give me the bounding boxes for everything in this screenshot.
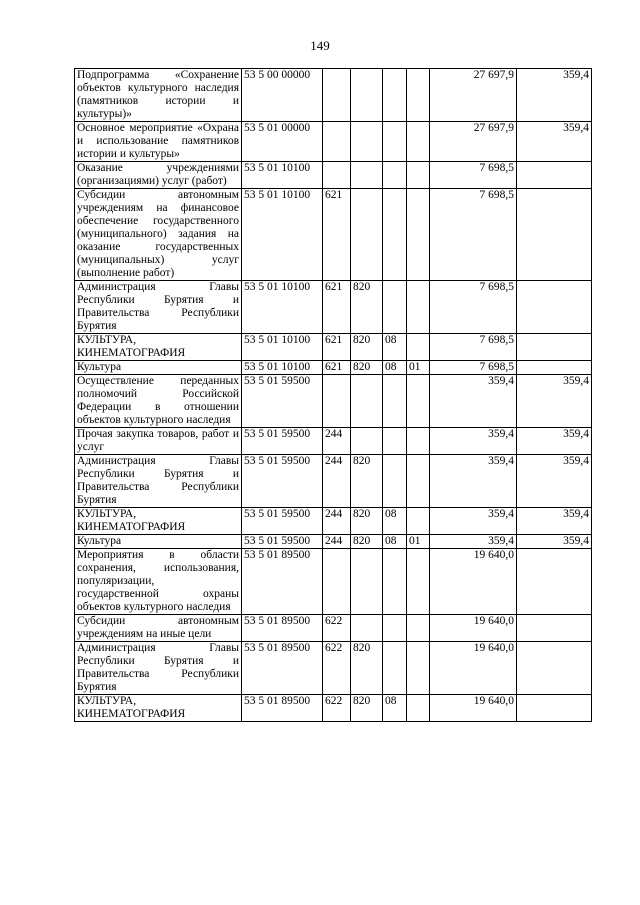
expense-type-cell: 244: [323, 428, 351, 455]
budget-table: [74, 68, 592, 722]
administrator-code-cell: [351, 615, 383, 642]
budget-table-body: [75, 69, 592, 722]
federal-amount-cell: [517, 162, 592, 189]
table-row: [75, 361, 592, 375]
administrator-code-cell: [351, 375, 383, 428]
federal-amount-cell: 359,4: [517, 122, 592, 162]
row-name-cell: Подпрограмма «Сохранение объектов культурного наследия (памятников истории и культуры)»: [75, 69, 242, 122]
row-name-cell: Субсидии автономным учреждениям на иные цели: [75, 615, 242, 642]
table-row: [75, 615, 592, 642]
expense-type-cell: 622: [323, 695, 351, 722]
row-name-cell: Администрация Главы Республики Бурятия и Правительства Республики Бурятия: [75, 455, 242, 508]
section-code-cell: [383, 162, 407, 189]
administrator-code-cell: 820: [351, 455, 383, 508]
target-code-cell: 53 5 01 00000: [242, 122, 323, 162]
table-row: [75, 549, 592, 615]
subsection-code-cell: [407, 615, 430, 642]
table-row: [75, 375, 592, 428]
row-name-cell: Субсидии автономным учреждениям на финансовое обеспечение государственного (муниципального) задания на оказание государственных (муниципальных) услуг (выполнение работ): [75, 189, 242, 281]
administrator-code-cell: 820: [351, 535, 383, 549]
row-name-cell: Прочая закупка товаров, работ и услуг: [75, 428, 242, 455]
subsection-code-cell: [407, 375, 430, 428]
subsection-code-cell: [407, 334, 430, 361]
subsection-code-cell: [407, 162, 430, 189]
section-code-cell: [383, 615, 407, 642]
row-name-cell: Оказание учреждениями (организациями) услуг (работ): [75, 162, 242, 189]
expense-type-cell: [323, 162, 351, 189]
section-code-cell: [383, 375, 407, 428]
row-name-cell: Мероприятия в области сохранения, использования, популяризации, государственной охраны объектов культурного наследия: [75, 549, 242, 615]
administrator-code-cell: [351, 122, 383, 162]
row-name-cell: КУЛЬТУРА, КИНЕМАТОГРАФИЯ: [75, 334, 242, 361]
section-code-cell: 08: [383, 361, 407, 375]
section-code-cell: 08: [383, 535, 407, 549]
table-row: [75, 69, 592, 122]
target-code-cell: 53 5 01 59500: [242, 428, 323, 455]
total-amount-cell: 7 698,5: [430, 281, 517, 334]
target-code-cell: 53 5 01 89500: [242, 695, 323, 722]
subsection-code-cell: [407, 695, 430, 722]
administrator-code-cell: 820: [351, 695, 383, 722]
row-name-cell: Культура: [75, 535, 242, 549]
total-amount-cell: 7 698,5: [430, 162, 517, 189]
target-code-cell: 53 5 01 89500: [242, 549, 323, 615]
expense-type-cell: 622: [323, 642, 351, 695]
expense-type-cell: 621: [323, 334, 351, 361]
federal-amount-cell: 359,4: [517, 375, 592, 428]
federal-amount-cell: [517, 189, 592, 281]
row-name-cell: Осуществление переданных полномочий Российской Федерации в отношении объектов культурного наследия: [75, 375, 242, 428]
subsection-code-cell: 01: [407, 361, 430, 375]
expense-type-cell: [323, 69, 351, 122]
table-row: [75, 281, 592, 334]
administrator-code-cell: 820: [351, 281, 383, 334]
subsection-code-cell: [407, 122, 430, 162]
target-code-cell: 53 5 01 10100: [242, 361, 323, 375]
table-row: [75, 535, 592, 549]
federal-amount-cell: 359,4: [517, 69, 592, 122]
federal-amount-cell: 359,4: [517, 428, 592, 455]
target-code-cell: 53 5 01 59500: [242, 508, 323, 535]
administrator-code-cell: 820: [351, 642, 383, 695]
table-row: [75, 334, 592, 361]
total-amount-cell: 359,4: [430, 428, 517, 455]
section-code-cell: [383, 549, 407, 615]
section-code-cell: [383, 122, 407, 162]
row-name-cell: Культура: [75, 361, 242, 375]
row-name-cell: Основное мероприятие «Охрана и использование памятников истории и культуры»: [75, 122, 242, 162]
federal-amount-cell: [517, 334, 592, 361]
subsection-code-cell: [407, 428, 430, 455]
target-code-cell: 53 5 01 59500: [242, 535, 323, 549]
target-code-cell: 53 5 01 10100: [242, 281, 323, 334]
section-code-cell: 08: [383, 508, 407, 535]
total-amount-cell: 7 698,5: [430, 361, 517, 375]
administrator-code-cell: 820: [351, 361, 383, 375]
total-amount-cell: 19 640,0: [430, 549, 517, 615]
expense-type-cell: [323, 549, 351, 615]
expense-type-cell: 244: [323, 535, 351, 549]
federal-amount-cell: [517, 281, 592, 334]
target-code-cell: 53 5 01 10100: [242, 189, 323, 281]
target-code-cell: 53 5 01 59500: [242, 375, 323, 428]
total-amount-cell: 27 697,9: [430, 122, 517, 162]
total-amount-cell: 19 640,0: [430, 615, 517, 642]
expense-type-cell: 622: [323, 615, 351, 642]
administrator-code-cell: [351, 549, 383, 615]
expense-type-cell: 244: [323, 508, 351, 535]
target-code-cell: 53 5 01 10100: [242, 334, 323, 361]
subsection-code-cell: [407, 189, 430, 281]
section-code-cell: 08: [383, 695, 407, 722]
total-amount-cell: 19 640,0: [430, 695, 517, 722]
subsection-code-cell: [407, 508, 430, 535]
expense-type-cell: [323, 122, 351, 162]
total-amount-cell: 359,4: [430, 508, 517, 535]
expense-type-cell: 244: [323, 455, 351, 508]
section-code-cell: [383, 455, 407, 508]
target-code-cell: 53 5 01 89500: [242, 615, 323, 642]
row-name-cell: Администрация Главы Республики Бурятия и Правительства Республики Бурятия: [75, 281, 242, 334]
subsection-code-cell: [407, 69, 430, 122]
section-code-cell: [383, 281, 407, 334]
federal-amount-cell: [517, 695, 592, 722]
target-code-cell: 53 5 00 00000: [242, 69, 323, 122]
total-amount-cell: 19 640,0: [430, 642, 517, 695]
row-name-cell: КУЛЬТУРА, КИНЕМАТОГРАФИЯ: [75, 508, 242, 535]
total-amount-cell: 27 697,9: [430, 69, 517, 122]
table-row: [75, 122, 592, 162]
row-name-cell: Администрация Главы Республики Бурятия и Правительства Республики Бурятия: [75, 642, 242, 695]
subsection-code-cell: [407, 281, 430, 334]
federal-amount-cell: [517, 361, 592, 375]
total-amount-cell: 359,4: [430, 375, 517, 428]
administrator-code-cell: [351, 162, 383, 189]
administrator-code-cell: 820: [351, 508, 383, 535]
administrator-code-cell: [351, 189, 383, 281]
section-code-cell: 08: [383, 334, 407, 361]
federal-amount-cell: [517, 615, 592, 642]
federal-amount-cell: 359,4: [517, 535, 592, 549]
table-row: [75, 455, 592, 508]
total-amount-cell: 7 698,5: [430, 189, 517, 281]
table-row: [75, 162, 592, 189]
page-number: 149: [310, 38, 330, 53]
row-name-cell: КУЛЬТУРА, КИНЕМАТОГРАФИЯ: [75, 695, 242, 722]
total-amount-cell: 359,4: [430, 455, 517, 508]
expense-type-cell: 621: [323, 281, 351, 334]
total-amount-cell: 7 698,5: [430, 334, 517, 361]
administrator-code-cell: 820: [351, 334, 383, 361]
expense-type-cell: 621: [323, 361, 351, 375]
federal-amount-cell: 359,4: [517, 455, 592, 508]
expense-type-cell: [323, 375, 351, 428]
subsection-code-cell: [407, 642, 430, 695]
table-row: [75, 642, 592, 695]
expense-type-cell: 621: [323, 189, 351, 281]
table-row: [75, 189, 592, 281]
target-code-cell: 53 5 01 10100: [242, 162, 323, 189]
section-code-cell: [383, 69, 407, 122]
section-code-cell: [383, 189, 407, 281]
section-code-cell: [383, 642, 407, 695]
total-amount-cell: 359,4: [430, 535, 517, 549]
federal-amount-cell: [517, 642, 592, 695]
federal-amount-cell: [517, 549, 592, 615]
subsection-code-cell: [407, 455, 430, 508]
target-code-cell: 53 5 01 89500: [242, 642, 323, 695]
administrator-code-cell: [351, 69, 383, 122]
target-code-cell: 53 5 01 59500: [242, 455, 323, 508]
subsection-code-cell: 01: [407, 535, 430, 549]
administrator-code-cell: [351, 428, 383, 455]
table-row: [75, 508, 592, 535]
subsection-code-cell: [407, 549, 430, 615]
table-row: [75, 428, 592, 455]
federal-amount-cell: 359,4: [517, 508, 592, 535]
section-code-cell: [383, 428, 407, 455]
table-row: [75, 695, 592, 722]
